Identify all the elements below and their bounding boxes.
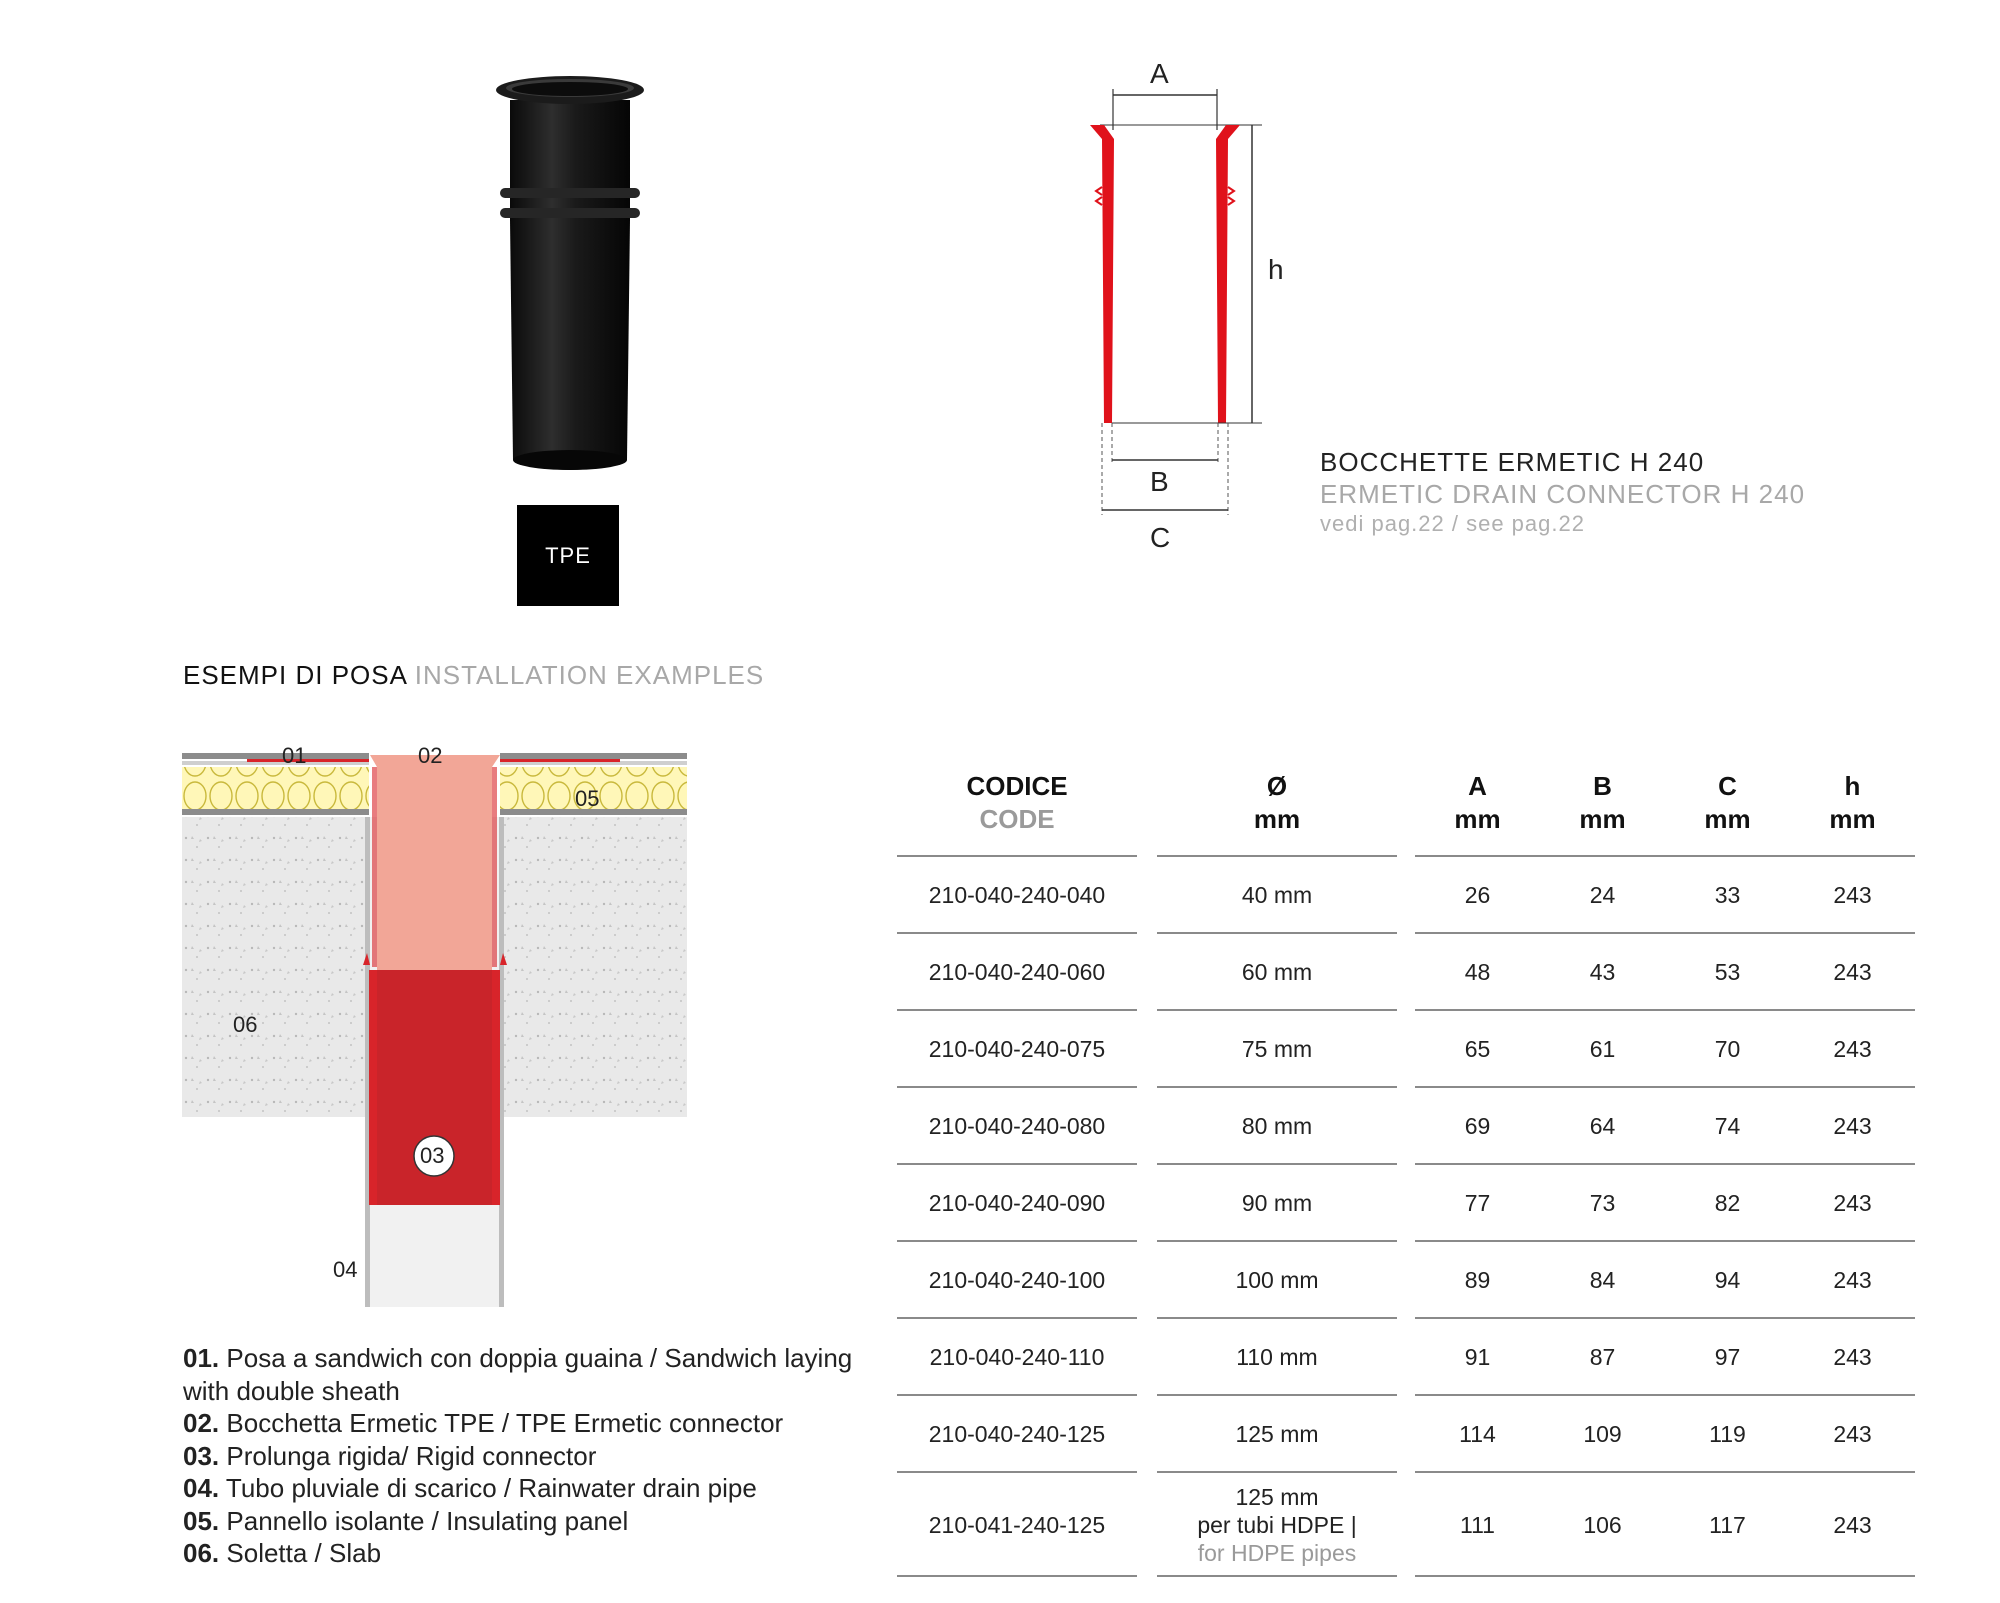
table-row-last-dia: 125 mm per tubi HDPE | for HDPE pipes bbox=[1197, 1484, 1357, 1566]
installation-legend bbox=[183, 1342, 883, 1570]
diagram-label-03: 03 bbox=[420, 1143, 445, 1168]
table-cell-c: 33 bbox=[1714, 882, 1741, 908]
table-cell-code: 210-040-240-060 bbox=[928, 959, 1106, 985]
header-b: B mm bbox=[1579, 771, 1626, 834]
table-row-last-a: 111 bbox=[1460, 1512, 1495, 1538]
installation-diagram bbox=[182, 745, 687, 1315]
header-c: C mm bbox=[1704, 771, 1751, 834]
legend-item: 04. Tubo pluviale di scarico / Rainwater drain pipe bbox=[183, 1473, 757, 1503]
table-row-last-h: 243 bbox=[1833, 1512, 1872, 1538]
table-rule bbox=[1157, 932, 1397, 934]
product-photo bbox=[480, 70, 660, 480]
table-cell-code: 210-040-240-090 bbox=[928, 1190, 1106, 1216]
table-rule bbox=[897, 855, 1137, 857]
table-rule bbox=[897, 932, 1137, 934]
table-cell-b: 64 bbox=[1589, 1113, 1616, 1139]
table-rule bbox=[1415, 1317, 1915, 1319]
table-rule bbox=[1157, 1394, 1397, 1396]
diagram-label-01: 01 bbox=[282, 743, 307, 768]
header-diameter: Ø mm bbox=[1253, 771, 1301, 834]
table-rule bbox=[897, 1163, 1137, 1165]
dimension-h-label: h bbox=[1268, 254, 1284, 285]
table-rule bbox=[897, 1086, 1137, 1088]
table-rule bbox=[1157, 1009, 1397, 1011]
table-cell-h: 243 bbox=[1833, 882, 1872, 908]
product-title-it: BOCCHETTE ERMETIC H 240 bbox=[1320, 447, 1705, 477]
header-a: A mm bbox=[1454, 771, 1501, 834]
product-title-block bbox=[1320, 446, 1805, 538]
table-row-last-c: 117 bbox=[1709, 1512, 1746, 1538]
table-rule bbox=[897, 1394, 1137, 1396]
legend-item: 02. Bocchetta Ermetic TPE / TPE Ermetic connector bbox=[183, 1408, 784, 1438]
table-cell-c: 70 bbox=[1714, 1036, 1741, 1062]
table-cell-a: 69 bbox=[1464, 1113, 1491, 1139]
table-cell-dia: 60 mm bbox=[1241, 959, 1313, 985]
table-rule bbox=[1157, 1317, 1397, 1319]
table-rule bbox=[1157, 1575, 1397, 1577]
table-cell-b: 43 bbox=[1589, 959, 1616, 985]
table-cell-code: 210-040-240-040 bbox=[928, 882, 1106, 908]
table-cell-c: 74 bbox=[1714, 1113, 1741, 1139]
table-cell-b: 84 bbox=[1589, 1267, 1616, 1293]
table-cell-a: 77 bbox=[1464, 1190, 1491, 1216]
table-cell-h: 243 bbox=[1833, 959, 1872, 985]
table-rule bbox=[1157, 1163, 1397, 1165]
header-h: h mm bbox=[1829, 771, 1876, 834]
table-cell-code: 210-040-240-125 bbox=[928, 1421, 1106, 1447]
table-cell-dia: 40 mm bbox=[1241, 882, 1313, 908]
table-rule bbox=[897, 1317, 1137, 1319]
legend-item: 06. Soletta / Slab bbox=[183, 1538, 382, 1568]
diagram-label-05: 05 bbox=[575, 786, 600, 811]
table-cell-c: 119 bbox=[1709, 1421, 1746, 1447]
diagram-label-06: 06 bbox=[233, 1012, 258, 1037]
table-cell-h: 243 bbox=[1833, 1421, 1872, 1447]
table-rule bbox=[1415, 1394, 1915, 1396]
table-cell-h: 243 bbox=[1833, 1344, 1872, 1370]
table-cell-c: 94 bbox=[1714, 1267, 1741, 1293]
table-rule bbox=[1157, 855, 1397, 857]
table-cell-c: 53 bbox=[1714, 959, 1741, 985]
table-rule bbox=[1415, 1009, 1915, 1011]
table-rule bbox=[897, 1240, 1137, 1242]
dimension-a-label: A bbox=[1150, 58, 1169, 89]
table-rule bbox=[1157, 1086, 1397, 1088]
table-cell-dia: 80 mm bbox=[1241, 1113, 1313, 1139]
table-cell-code: 210-040-240-075 bbox=[928, 1036, 1106, 1062]
table-cell-a: 89 bbox=[1464, 1267, 1491, 1293]
section-title-it: ESEMPI DI POSA bbox=[183, 660, 407, 690]
table-cell-dia: 110 mm bbox=[1236, 1344, 1318, 1370]
table-rule bbox=[897, 1575, 1137, 1577]
legend-item: 05. Pannello isolante / Insulating panel bbox=[183, 1505, 629, 1536]
table-cell-a: 26 bbox=[1464, 882, 1491, 908]
table-cell-a: 91 bbox=[1464, 1344, 1491, 1370]
table-rule bbox=[1415, 1163, 1915, 1165]
table-rule bbox=[1157, 1471, 1397, 1473]
table-cell-dia: 90 mm bbox=[1241, 1190, 1313, 1216]
table-cell-h: 243 bbox=[1833, 1190, 1872, 1216]
table-cell-b: 109 bbox=[1583, 1421, 1622, 1447]
table-cell-code: 210-040-240-080 bbox=[928, 1113, 1106, 1139]
table-cell-h: 243 bbox=[1833, 1036, 1872, 1062]
table-cell-dia: 75 mm bbox=[1241, 1036, 1313, 1062]
table-cell-c: 82 bbox=[1714, 1190, 1741, 1216]
section-title bbox=[183, 660, 764, 691]
table-rule bbox=[897, 1009, 1137, 1011]
table-rule bbox=[1415, 1240, 1915, 1242]
legend-item: 01. Posa a sandwich con doppia guaina / Sandwich laying with double sheath bbox=[183, 1343, 853, 1406]
table-cell-a: 48 bbox=[1464, 959, 1491, 985]
dimension-b-label: B bbox=[1150, 466, 1169, 497]
diagram-label-04: 04 bbox=[333, 1257, 358, 1282]
section-title-en: INSTALLATION EXAMPLES bbox=[414, 660, 765, 690]
table-cell-b: 61 bbox=[1589, 1036, 1616, 1062]
table-rule bbox=[1415, 855, 1915, 857]
table-rule bbox=[897, 1471, 1137, 1473]
table-cell-b: 87 bbox=[1589, 1344, 1616, 1370]
table-cell-h: 243 bbox=[1833, 1113, 1872, 1139]
product-title-en: ERMETIC DRAIN CONNECTOR H 240 bbox=[1320, 479, 1806, 509]
material-badge: TPE bbox=[517, 505, 619, 606]
table-cell-h: 243 bbox=[1833, 1267, 1872, 1293]
table-cell-code: 210-040-240-100 bbox=[928, 1267, 1106, 1293]
table-rule bbox=[1415, 1575, 1915, 1577]
table-rule bbox=[1157, 1240, 1397, 1242]
table-rule bbox=[1415, 1471, 1915, 1473]
table-row-last-b: 106 bbox=[1583, 1512, 1622, 1538]
dimension-c-label: C bbox=[1150, 522, 1171, 553]
table-cell-c: 97 bbox=[1714, 1344, 1741, 1370]
diagram-label-02: 02 bbox=[418, 743, 443, 768]
table-cell-b: 73 bbox=[1589, 1190, 1616, 1216]
table-cell-dia: 100 mm bbox=[1235, 1267, 1319, 1293]
header-code: CODICE CODE bbox=[966, 771, 1068, 834]
technical-drawing bbox=[1080, 55, 1320, 565]
table-cell-a: 114 bbox=[1459, 1421, 1496, 1447]
page-reference: vedi pag.22 / see pag.22 bbox=[1320, 511, 1585, 536]
table-cell-dia: 125 mm bbox=[1235, 1421, 1319, 1447]
table-cell-code: 210-040-240-110 bbox=[929, 1344, 1105, 1370]
table-rule bbox=[1415, 1086, 1915, 1088]
table-cell-b: 24 bbox=[1589, 882, 1616, 908]
table-rule bbox=[1415, 932, 1915, 934]
table-row-last-code: 210-041-240-125 bbox=[928, 1512, 1106, 1538]
legend-item: 03. Prolunga rigida/ Rigid connector bbox=[183, 1440, 597, 1471]
table-cell-a: 65 bbox=[1464, 1036, 1491, 1062]
